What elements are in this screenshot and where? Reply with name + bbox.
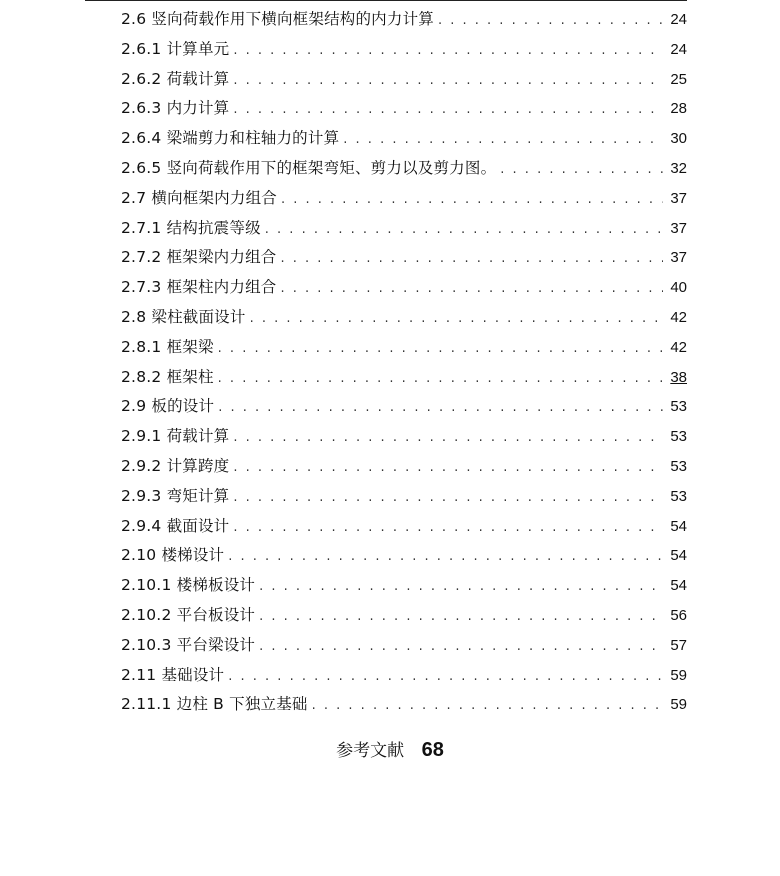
toc-entry-label: 2.9.4 截面设计: [121, 516, 230, 535]
toc-entry[interactable]: [121, 690, 687, 720]
toc-entry[interactable]: [121, 5, 687, 35]
references-page-number: 68: [421, 739, 444, 761]
toc-entry[interactable]: [121, 154, 687, 184]
toc-entry-page-number: 42: [670, 308, 687, 326]
toc-entry-page-number: 28: [670, 100, 687, 118]
toc-entry-label: 2.9.2 计算跨度: [121, 456, 230, 475]
toc-entry-label: 2.10.1 楼梯板设计: [121, 576, 256, 595]
toc-entry[interactable]: [121, 482, 687, 512]
toc-dot-leader: [233, 453, 663, 483]
toc-entry[interactable]: [121, 661, 687, 691]
toc-entry-label: 2.6.4 梁端剪力和柱轴力的计算: [121, 129, 340, 148]
toc-dot-leader: [233, 483, 663, 513]
toc-entry-page-number: 37: [670, 189, 687, 207]
toc-entry-page-number: 37: [670, 219, 687, 237]
toc-entry[interactable]: [121, 541, 687, 571]
toc-entry-label: 2.6.5 竖向荷载作用下的框架弯矩、剪力以及剪力图。: [121, 158, 497, 177]
toc-entry-label: 2.6.3 内力计算: [121, 99, 230, 118]
toc-entry-page-number: 24: [670, 40, 687, 58]
toc-entry[interactable]: [121, 65, 687, 95]
toc-entry-label: 2.7.2 框架梁内力组合: [121, 248, 277, 267]
toc-dot-leader: [259, 632, 663, 662]
toc-dot-leader: [500, 155, 663, 185]
toc-entry[interactable]: [121, 333, 687, 363]
toc-entry-page-number: 53: [670, 428, 687, 446]
toc-entry-label: 2.11.1 边柱 B 下独立基础: [121, 695, 308, 714]
toc-entry[interactable]: [121, 422, 687, 452]
toc-entry[interactable]: [121, 94, 687, 124]
toc-entry-label: 2.10.2 平台板设计: [121, 605, 256, 624]
toc-entry-label: 2.7 横向框架内力组合: [121, 188, 277, 207]
toc-dot-leader: [250, 304, 663, 334]
toc-dot-leader: [233, 423, 663, 453]
toc-dot-leader: [233, 95, 663, 125]
toc-entry-label: 2.10 楼梯设计: [121, 546, 225, 565]
toc-entry-page-number: 53: [670, 457, 687, 475]
toc-entry-page-number: 54: [670, 517, 687, 535]
toc-entry-label: 2.6.1 计算单元: [121, 39, 230, 58]
toc-entry-page-number: 25: [670, 70, 687, 88]
toc-entry-page-number: 59: [670, 666, 687, 684]
toc-dot-leader: [312, 691, 663, 721]
toc-entry-label: 2.7.1 结构抗震等级: [121, 218, 261, 237]
toc-entry-label: 2.7.3 框架柱内力组合: [121, 278, 277, 297]
references-entry[interactable]: [0, 736, 780, 762]
toc-entry[interactable]: [121, 243, 687, 273]
toc-entry[interactable]: [121, 571, 687, 601]
toc-entry[interactable]: [121, 124, 687, 154]
toc-entry-page-number: 24: [670, 11, 687, 28]
toc-dot-leader: [218, 393, 663, 423]
toc-entry[interactable]: [121, 363, 687, 393]
toc-entry-page-number: 30: [670, 130, 687, 148]
toc-entry[interactable]: [121, 303, 687, 333]
toc-entry-label: 2.9.1 荷载计算: [121, 427, 230, 446]
toc-entry-label: 2.6.2 荷载计算: [121, 69, 230, 88]
toc-entry-page-number: 37: [670, 249, 687, 267]
toc-entry[interactable]: [121, 601, 687, 631]
toc-dot-leader: [280, 274, 663, 304]
toc-entry[interactable]: [121, 214, 687, 244]
toc-entry-label: 2.9 板的设计: [121, 397, 215, 416]
toc-dot-leader: [218, 364, 663, 394]
toc-dot-leader: [343, 125, 663, 155]
toc-entry-page-number: 57: [670, 636, 687, 654]
toc-dot-leader: [265, 215, 663, 245]
toc-entry-page-number: 40: [670, 279, 687, 297]
toc-entry-label: 2.9.3 弯矩计算: [121, 486, 230, 505]
toc-entry[interactable]: [121, 631, 687, 661]
toc-dot-leader: [259, 602, 663, 632]
references-label: 参考文献: [336, 741, 405, 761]
toc-dot-leader: [280, 244, 663, 274]
toc-dot-leader: [218, 334, 663, 364]
toc-entry-label: 2.8.2 框架柱: [121, 367, 214, 386]
toc-entry-page-number: 59: [670, 696, 687, 714]
toc-entry-label: 2.11 基础设计: [121, 665, 225, 684]
toc-entry[interactable]: [121, 273, 687, 303]
toc-dot-leader: [228, 662, 663, 692]
toc-entry[interactable]: [121, 512, 687, 542]
toc-dot-leader: [259, 572, 663, 602]
toc-dot-leader: [233, 66, 663, 96]
toc-dot-leader: [233, 513, 663, 543]
toc-entry[interactable]: [121, 392, 687, 422]
toc-entry-page-number: 54: [670, 577, 687, 595]
toc-entry[interactable]: [121, 184, 687, 214]
toc-dot-leader: [281, 185, 663, 215]
toc-entry-page-number: 54: [670, 547, 687, 565]
toc-entry-page-number: 38: [670, 368, 687, 386]
toc-dot-leader: [438, 6, 663, 36]
toc-dot-leader: [233, 36, 663, 66]
toc-entry-page-number: 42: [670, 338, 687, 356]
toc-entry-label: 2.10.3 平台梁设计: [121, 635, 256, 654]
toc-entry[interactable]: [121, 35, 687, 65]
toc-entry-page-number: 56: [670, 606, 687, 624]
table-of-contents: [121, 5, 687, 720]
toc-entry-label: 2.6 竖向荷载作用下横向框架结构的内力计算: [121, 10, 434, 28]
toc-entry-label: 2.8.1 框架梁: [121, 337, 214, 356]
toc-entry-page-number: 32: [670, 159, 687, 177]
toc-entry-page-number: 53: [670, 398, 687, 416]
toc-entry[interactable]: [121, 452, 687, 482]
toc-entry-label: 2.8 梁柱截面设计: [121, 307, 246, 326]
toc-dot-leader: [228, 542, 663, 572]
top-divider: [85, 0, 687, 1]
toc-entry-page-number: 53: [670, 487, 687, 505]
